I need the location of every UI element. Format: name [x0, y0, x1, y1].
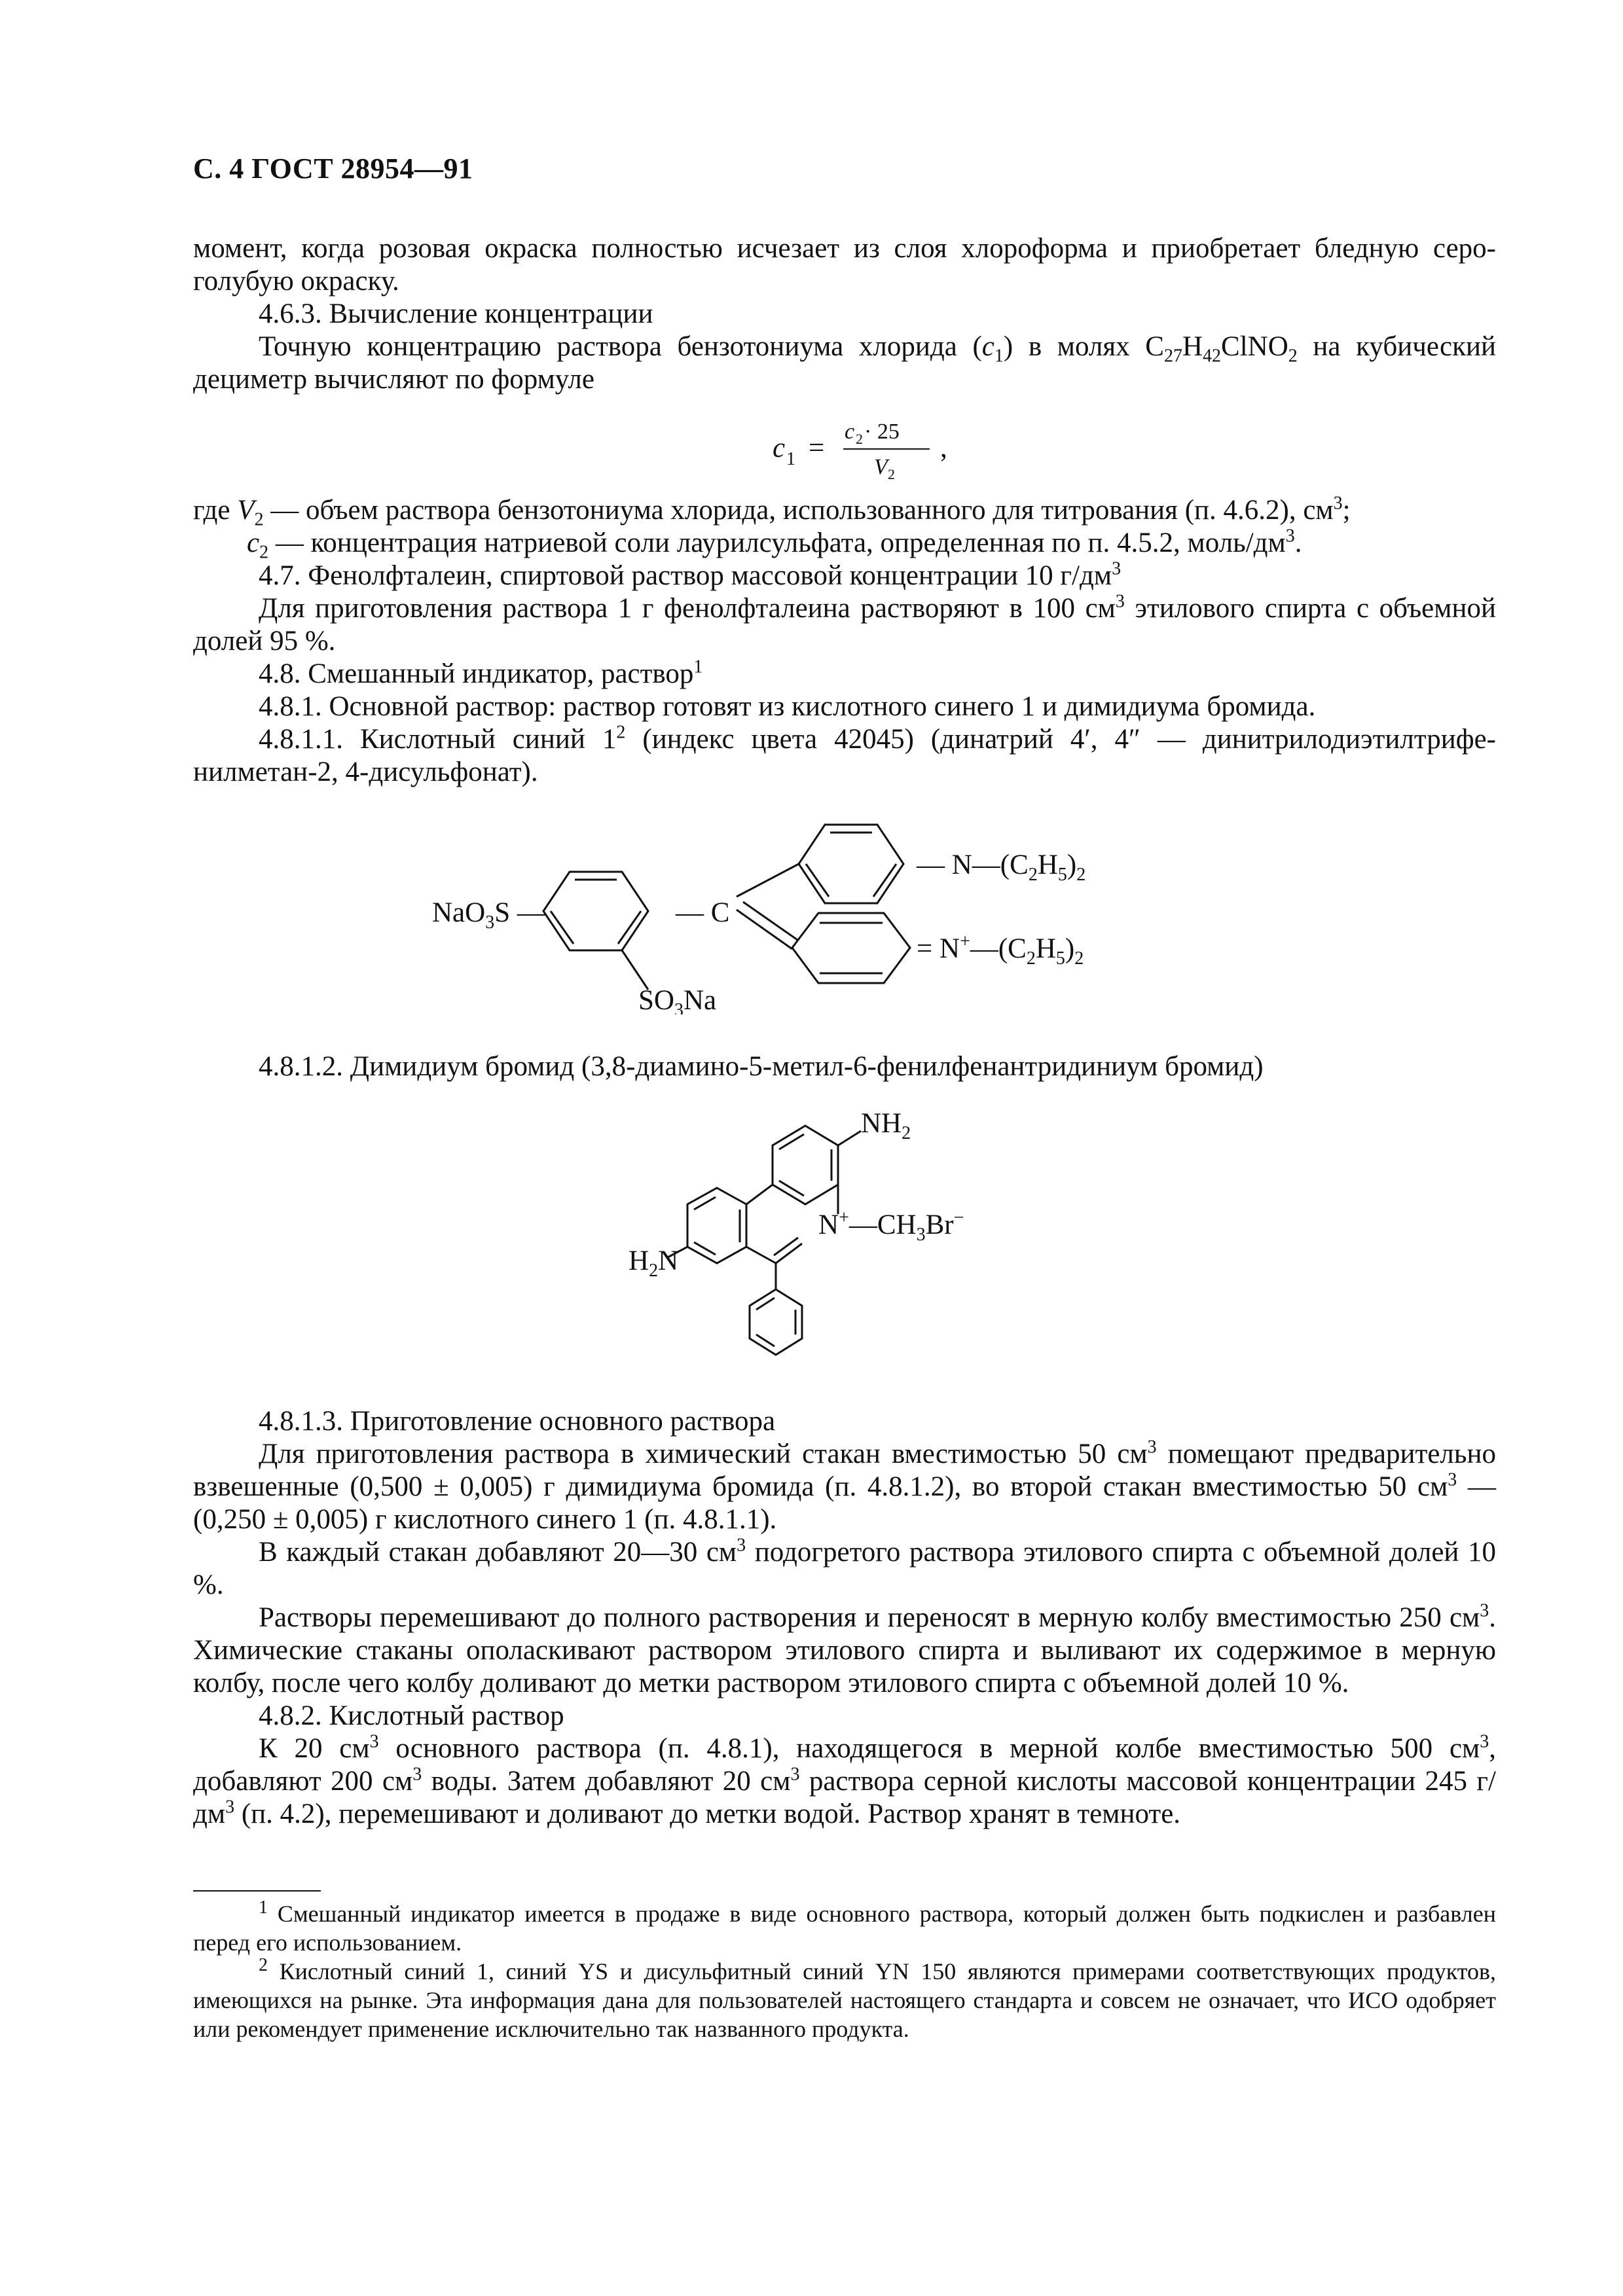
formula-num-rest: · 25 [864, 420, 900, 444]
chem2-h2n: H [629, 1246, 649, 1276]
formula-den-sub: 2 [888, 466, 895, 482]
formula-lhs: c [773, 433, 786, 463]
paragraph-4-8-2: К 20 $см^3$ основного раствора (п. 4.8.1), находящегося в мерной колбе вместимостью 500 $см^3$, добавляют 200 $см^3$ воды. Затем добавляют 20 $см^3$ раствора серной кислоты массовой концентрации 245 $г/дм^3$ (п. 4.2), перемешивают и доливают до метки водой. Раствор хранят в темноте. [193, 1731, 1496, 1829]
where-c2: $c_2$ — концентрация натриевой соли лаурилсульфата, определенная по п. 4.5.2, моль/$дм^3$. [247, 526, 1302, 563]
chem1-naoss: NaO [432, 897, 486, 928]
chem1-central-c: — C [676, 897, 730, 928]
ring-left [687, 1188, 746, 1263]
svg-text:N+—CH3Br−: $N^+—CH_3Br^-$ [818, 1208, 964, 1245]
ring-b [799, 825, 903, 903]
text-block-middle [193, 494, 1496, 789]
chem1-so3na: SO [638, 985, 674, 1014]
section-4-8-1: 4.8.1. Основной раствор: раствор готовят из кислотного синего 1 и димидиума бромида. [259, 691, 1316, 722]
formula-num-c: c [845, 420, 855, 444]
text-block-bottom [193, 1405, 1496, 1831]
page-header: С. 4 ГОСТ 28954—91 [193, 152, 473, 185]
footnote-1: $^1$ Смешанный индикатор имеется в продаже в виде основного раствора, который должен быть подкислен и разбавлен перед его использованием. [193, 1897, 1496, 1956]
formula-tail: , [940, 433, 947, 463]
footnote-2: $^2$ Кислотный синий 1, синий YS и дисульфитный синий YN 150 являются примерами соответствующих продуктов, имеющихся на рынке. Эта информация дана для пользователей настоящего стандарта и совсем не означает, что ИСО одобряет или рекомендует применение исключительно так названного продукта. [193, 1955, 1496, 2042]
chem1-amine: — N—(C [917, 850, 1029, 880]
structure-dimidium-bromide [629, 1106, 1074, 1401]
paragraph-continuation: момент, когда розовая окраска полностью исчезает из слоя хлороформа и приобретает бледную серо-голубую окраску. [193, 233, 1496, 296]
text-block-4-8-1-2 [193, 1050, 1496, 1083]
paragraph-concentration: Точную концентрацию раствора бензотониума хлорида $(c_1)$ в молях $C_{27}H_{42}ClNO_2$ на кубический дециметр вычисляют по формуле [193, 331, 1496, 395]
formula-den: V [874, 455, 888, 479]
ring-bottom [750, 1289, 802, 1355]
formula-lhs-sub: 1 [786, 449, 795, 469]
paragraph-4-8-1-3-c: Растворы перемешивают до полного растворения и переносят в мерную колбу вместимостью 250 $см^3$. Химические стаканы ополаскивают раствором этилового спирта и выливают их содержимое в мерную колбу, после чего колбу доливают до метки раствором этилового спирта с объемной долей 10 %. [193, 1600, 1496, 1698]
svg-text:= N+—(C2H5)2: = $N^+—(C_2H_5)_2$ [917, 931, 1084, 969]
formula-c1 [773, 406, 1048, 484]
footnotes [193, 1899, 1496, 2043]
svg-text:— N—(C2H5)2: — $N—(C_2H_5)_2$ [917, 850, 1086, 885]
section-4-6-3-heading: 4.6.3. Вычисление концентрации [259, 298, 653, 329]
section-4-8-1-2: 4.8.1.2. Димидиум бромид (3,8-диамино-5-метил-6-фенилфенантридиниум бромид) [259, 1051, 1264, 1082]
section-4-8-2: 4.8.2. Кислотный раствор [259, 1700, 564, 1731]
chem2-nplus: N [818, 1210, 839, 1240]
section-4-8-heading: 4.8. Смешанный индикатор, раствор$^1$ [259, 656, 703, 689]
structure-acid-blue-1 [419, 798, 1165, 1014]
formula-eq: = [809, 433, 825, 463]
footnote-rule [193, 1890, 321, 1892]
chem2-nh2: NH [861, 1108, 902, 1139]
paragraph-4-8-1-3-b: В каждый стакан добавляют 20—30 $см^3$ подогретого раствора этилового спирта с объемной долей 10 %. [193, 1535, 1496, 1600]
formula-num-sub: 2 [856, 431, 863, 447]
svg-text:SO3Na: $SO_3Na$ [638, 985, 717, 1014]
svg-text:NH2: $NH_2$ [861, 1108, 911, 1143]
chem1-iminium: = N [917, 933, 960, 964]
structure-dimidium-bromide-drawing [629, 1106, 1074, 1401]
ring-a [543, 872, 648, 950]
svg-text:H2N: $H_2N$ [629, 1246, 679, 1281]
paragraph-4-7: Для приготовления раствора 1 г фенолфталеина растворяют в 100 $см^3$ этилового спирта с объемной долей 95 %. [193, 591, 1496, 656]
structure-acid-blue-1-drawing [419, 798, 1165, 1014]
formula-graphic [773, 406, 1048, 484]
ring-top [773, 1126, 838, 1204]
text-block-top [193, 232, 1496, 396]
section-4-8-1-3: 4.8.1.3. Приготовление основного раствора [259, 1406, 776, 1437]
where-v2: где $V_2$ — объем раствора бензотониума хлорида, использованного для титрования (п. 4.6.2), $см^3$; [193, 493, 1351, 530]
paragraph-4-8-1-3-a: Для приготовления раствора в химический стакан вместимостью 50 $см^3$ помещают предварительно взвешенные (0,500 ± 0,005) г димидиума бромида (п. 4.8.1.2), во второй стакан вместимостью 50 $см^3$ — (0,250 ± 0,005) г кислотного синего 1 (п. 4.8.1.1). [193, 1437, 1497, 1535]
svg-text:NaO3S —: NaO$_3$S — [432, 897, 545, 933]
section-4-7-heading: 4.7. Фенолфталеин, спиртовой раствор массовой концентрации 10 $г/дм^3$ [259, 558, 1122, 591]
section-4-8-1-1: 4.8.1.1. Кислотный синий $1^2$ (индекс цвета 42045) (динатрий 4′, 4″ — динитрилодиэтилтрифенилметан-2, 4-дисульфонат). [193, 722, 1496, 787]
